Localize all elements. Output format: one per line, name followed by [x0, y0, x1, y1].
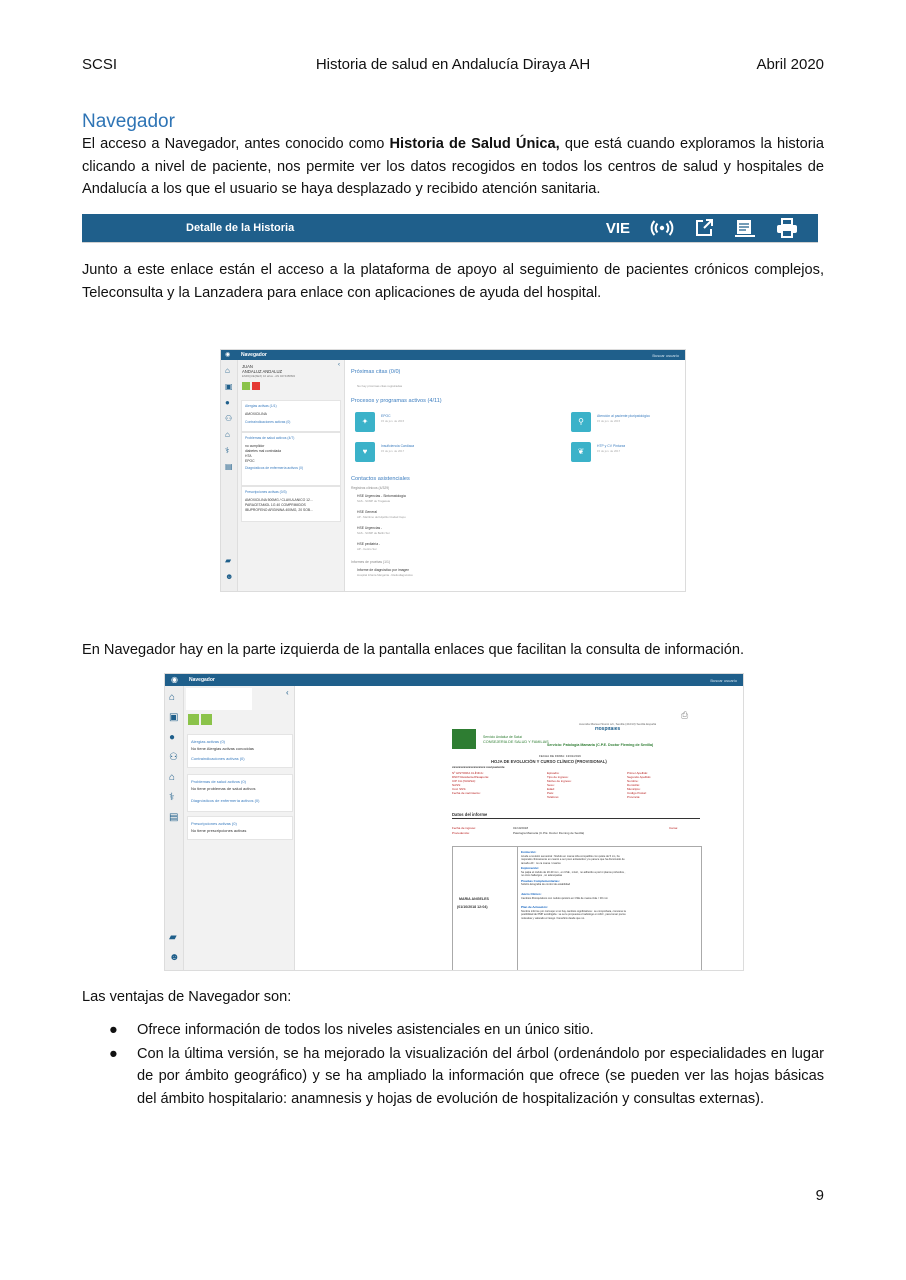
history-detail-toolbar — [82, 214, 818, 243]
reports-subtitle: Informes de pruebas (1/1) — [351, 560, 391, 564]
field-label: NASS: — [452, 783, 462, 787]
origin-value: Patología Mamaria (C.P.E. Doctor Fleming de Sevilla) — [513, 831, 585, 835]
health-problem-item: EPOC — [245, 459, 255, 463]
field-label: Municipio: — [627, 787, 641, 791]
field-label: Teléfono: — [547, 795, 560, 799]
print-icon[interactable] — [776, 218, 798, 238]
section-title: Navegador — [82, 111, 175, 132]
folder-icon[interactable]: ▰ — [225, 556, 232, 565]
prescription-item: PARACETAMOL 1G 40 COMPRIMIDOS — [245, 503, 306, 507]
field-label: País: — [547, 791, 554, 795]
process-name[interactable]: Insuficiencia Cardiaca — [381, 444, 415, 448]
field-label: CIP CA (NUHSA): — [452, 779, 476, 783]
page-number: 9 — [815, 1187, 824, 1204]
field-label: Segundo Apellido: — [627, 775, 652, 779]
field-label: Primer Apellido: — [627, 771, 649, 775]
contact-name[interactable]: HSE pediatría - — [357, 542, 381, 546]
contact-name[interactable]: HSE Urgencias - Sintomatología — [357, 494, 406, 498]
user-icon[interactable]: ● — [169, 732, 176, 743]
health-problems-title: Problemas de salud activos (0) — [191, 779, 246, 784]
advantage-text: Ofrece información de todos los niveles asistenciales en un único sitio. — [137, 1022, 594, 1038]
prescription-item: IBUPROFENO ARGININA 400MG, 20 SOB... — [245, 508, 314, 512]
field-label: Cód. SNS: — [452, 787, 467, 791]
home-icon[interactable]: ⌂ — [169, 692, 176, 703]
report-section-title: Datos del informe — [452, 812, 488, 817]
field-label: Tipo de ingreso: — [547, 775, 569, 779]
patient-name-last: ANDALUZ ANDALUZ — [242, 369, 283, 374]
app-top-bar — [221, 350, 685, 360]
patient-info: ENRIQUE(SEX) 16 años - AN 0274458601 — [242, 374, 296, 378]
nursing-diagnoses-title: Diagnósticos de enfermería activos (0) — [191, 798, 260, 803]
app-title: Navegador — [241, 352, 267, 358]
advantage-text: Con la última versión, se ha mejorado la visualización del árbol (ordenándolo por especialidades en lugar de por ámbito geográfico) y se ha ampliado la información que ofrece (se pueden ver las hojas básicas del ámbito hospitalario: anamnesis y hojas de evolución de hospitalización y consultas externas). — [137, 1045, 824, 1107]
stethoscope-icon[interactable]: ⚕ — [225, 446, 230, 455]
hospital-name: Hospitales — [595, 727, 621, 732]
allergies-text: No tiene Alergias activas conocidas — [191, 746, 254, 751]
table-divider — [517, 847, 518, 971]
contacts-subtitle: Registros clínicos (4/329) — [351, 486, 390, 490]
note-heading: Pruebas Complementarias: — [521, 879, 560, 883]
note-line: Se palpa el nódulo de 20-30 mm , en CSE , móvil , no adherido a piel ni planos profundos , — [521, 870, 626, 874]
app-top-bar — [165, 674, 743, 686]
note-line: Nombre informe por correspo si no hay cambios significativos : se comprobara, conviene la — [521, 909, 626, 913]
left-rail — [221, 360, 238, 591]
health-problem-item: diabetes mal controlada — [245, 449, 282, 453]
signature-date: FECHA DE FIRMA: 13/01/2019 — [539, 754, 581, 758]
evolution-table — [452, 846, 702, 971]
document-title: HOJA DE EVOLUCIÓN Y CURSO CLÍNICO (PROVISIONAL) — [491, 759, 607, 764]
intro-text-1: El acceso a Navegador, antes conocido como — [82, 136, 390, 152]
contraindications-title: Contraindicaciones activas (0) — [191, 756, 245, 761]
header-center: Historia de salud en Andalucía Diraya AH — [315, 56, 591, 73]
note-line: posibilidad de PMP ecodirigida : se se le propuesta el radiologo en Abril , para tomar pocos — [521, 913, 626, 917]
contact-name[interactable]: HSE General — [357, 510, 377, 514]
document-icon[interactable]: ▤ — [169, 812, 179, 823]
process-date: 15 de jun. de 2015 — [597, 419, 621, 423]
note-line: Acude a revisión semestral : Nódulo en mama izda compatible con quiste de 5 cm, ha — [521, 854, 620, 858]
heart-icon: ♥ — [355, 442, 375, 462]
main-content — [345, 360, 685, 591]
vie-button[interactable]: VIE — [605, 219, 630, 237]
allergies-card[interactable] — [241, 400, 341, 432]
service-name: Servicio: Patología Mamaria (C.P.E. Doctor Fleming de Sevilla) — [547, 743, 654, 747]
paragraph-left-links: En Navegador hay en la parte izquierda de la pantalla enlaces que facilitan la consulta de información. — [82, 642, 745, 658]
app-logo-icon: ◉ — [171, 675, 178, 684]
note-line: no otros hallazgos , no adenopatías — [521, 874, 563, 878]
process-date: 15 de jun. de 2015 — [381, 419, 405, 423]
document-icon[interactable]: ▤ — [225, 462, 233, 471]
health-problems-card[interactable] — [187, 774, 293, 812]
field-label: DNI/T.Residente/Pasaporte: — [452, 775, 490, 779]
note-line: Solicito Ecografía de control de estabilidad — [521, 883, 571, 887]
patient-name-box — [186, 688, 252, 710]
report-item[interactable]: Informe de diagnóstico por imagen — [357, 568, 410, 572]
prescriptions-card[interactable] — [241, 486, 341, 522]
field-label: Episodio: — [547, 771, 560, 775]
patient-name-first: JUAN — [242, 364, 253, 369]
patient-status-icon — [188, 714, 199, 725]
user-add-icon[interactable]: ☻ — [225, 572, 234, 581]
evolution-notes — [521, 851, 697, 920]
health-problem-item: HTA — [245, 454, 252, 458]
author-date: (01/10/2018 12:04) — [457, 905, 488, 909]
print-icon[interactable]: ⎙ — [681, 710, 689, 720]
process-name[interactable]: Atención al paciente pluripatológico — [597, 414, 651, 418]
external-link-icon[interactable] — [694, 218, 714, 238]
intro-text-2: que está cuando exploramos la historia clicando a nivel de paciente, nos permite ver los datos recogidos en todos los centros de salud y hospitales de Andalucía a los que el usuario se haya desplazado y recibido atención sanitaria. — [82, 136, 825, 197]
contact-detail: SAS - SCMP de Tragacete — [357, 499, 391, 503]
process-date: 15 de jun. de 2017 — [381, 449, 405, 453]
health-problem-item: no cumplidor — [245, 444, 265, 448]
house-icon[interactable]: ⌂ — [169, 772, 176, 783]
process-name[interactable]: EPOC — [381, 414, 391, 418]
note-heading: Exploración: — [521, 867, 540, 871]
contact-detail: SAS - SCMP de Bellín Sur — [357, 531, 390, 535]
health-problems-title: Problemas de salud activos (4/7) — [245, 436, 295, 440]
id-card-icon[interactable]: ▣ — [169, 712, 179, 723]
field-label: Fecha de nacimiento: — [452, 791, 481, 795]
prescriptions-title: Prescripciones activas (0/3) — [245, 490, 287, 494]
note-line: tamaño.AF : no ca mama / ovarios — [521, 861, 561, 865]
family-icon[interactable]: ⚇ — [169, 752, 178, 763]
intro-paragraph — [82, 133, 824, 201]
document-viewer — [295, 686, 743, 970]
list-item — [108, 1043, 824, 1111]
field-label: Nombre: — [627, 779, 639, 783]
nursing-diagnoses-title: Diagnósticos de enfermería activos (0) — [245, 466, 304, 470]
health-problems-card[interactable] — [241, 432, 341, 486]
user-add-icon[interactable]: ☻ — [169, 952, 180, 963]
allergies-title: Alergias activas (1/1) — [245, 404, 277, 408]
bullet-icon: ● — [109, 1022, 118, 1038]
junta-andalucia-logo — [452, 729, 476, 749]
field-label: Motivo de ingreso: — [547, 779, 572, 783]
stethoscope-icon[interactable]: ⚕ — [169, 792, 175, 803]
note-heading: Juicio Clínico: — [521, 892, 542, 896]
intro-bold: Historia de Salud Única, — [389, 136, 560, 152]
app-logo-icon: ◉ — [225, 352, 231, 358]
family-icon[interactable]: ⚇ — [225, 414, 233, 423]
leaf-icon: ❦ — [571, 442, 591, 462]
left-rail — [165, 686, 184, 970]
app-title: Navegador — [189, 677, 215, 683]
patient-fields-col2 — [547, 771, 572, 799]
home-icon[interactable]: ⌂ — [225, 366, 230, 375]
note-line: Cambios fibroquísticos con nodulo quístico en CSE de mama izda < 30 mm — [521, 896, 608, 900]
sas-line1: Servicio Andaluz de Salud — [483, 735, 523, 739]
alert-icon — [252, 382, 260, 390]
prescription-item: AMOXICILINA 500MG / CLAVULANICO 12... — [245, 498, 313, 502]
admission-label: Fecha de ingreso: — [452, 826, 477, 830]
broadcast-icon[interactable] — [650, 219, 674, 237]
field-label: Código Postal: — [627, 791, 647, 795]
id-card-icon[interactable]: ▣ — [225, 382, 233, 391]
house-icon[interactable]: ⌂ — [225, 430, 230, 439]
patient-sidebar — [184, 686, 295, 970]
contact-detail: AP - Marítimo del Hipólito Ciudad Cepo — [357, 515, 406, 519]
origin-label: Procedencia: — [452, 831, 470, 835]
sas-line2: CONSEJERÍA DE SALUD Y FAMILIAS — [483, 740, 549, 744]
note-line: molestias y valorado el riesgo / beneficio desde que no. — [521, 916, 585, 920]
user-icon[interactable]: ● — [225, 398, 230, 407]
patient-status-icon — [242, 382, 250, 390]
patient-label: xxxxxxxxxxxxxxxxxxxx real paciente — [452, 765, 505, 769]
note-line: mejorado clínicamente en cuanto a ser poco antiestético y le parece que ha disminuido de — [521, 858, 625, 862]
list-item — [108, 1019, 824, 1042]
document-icon[interactable] — [734, 218, 756, 238]
note-heading: Plan de Actuación: — [521, 906, 548, 910]
field-label: Sexo: — [547, 783, 555, 787]
prescriptions-text: No tiene prescripciones activas — [191, 828, 247, 833]
bed-label: Cama: — [669, 826, 678, 830]
patient-fields-col1 — [452, 771, 489, 795]
field-label: Domicilio: — [627, 783, 641, 787]
process-date: 15 de jun. de 2017 — [597, 449, 621, 453]
hospital-address: Avenida Manuel Siurot s/n, Sevilla (41013) Sevilla España — [579, 722, 657, 726]
prescriptions-title: Prescripciones activas (0) — [191, 821, 237, 826]
field-label: Edad: — [547, 787, 555, 791]
prescriptions-card[interactable] — [187, 816, 293, 840]
header-left: SCSI — [82, 56, 118, 73]
allergies-title: Alergias activas (0) — [191, 739, 226, 744]
field-label: Nº HISTORIA CLÍNICA: — [452, 771, 484, 775]
collapse-chevron-icon[interactable]: ‹ — [338, 362, 340, 368]
appointments-title[interactable]: Próximas citas (0/0) — [351, 369, 401, 375]
processes-title[interactable]: Procesos y programas activos (4/11) — [351, 398, 442, 404]
contact-detail: AP - Centro Sur — [357, 547, 377, 551]
health-problems-text: No tiene problemas de salud activos — [191, 786, 256, 791]
user-search-link[interactable]: Buscar usuario — [652, 353, 679, 358]
paragraph-platform-access: Junto a este enlace están el acceso a la plataforma de apoyo al seguimiento de pacientes crónicos complejos, Teleconsulta y la Lanzadera para enlace con aplicaciones de ayuda del hospital. — [82, 262, 824, 301]
author-name: MARIA ANGELES — [459, 897, 489, 901]
tree-icon: ⚲ — [571, 412, 591, 432]
navigator-screenshot-1 — [220, 349, 686, 592]
admission-value: 01/10/2018 — [513, 826, 529, 830]
contact-name[interactable]: HSE Urgencias - — [357, 526, 383, 530]
allergies-item: AMOXICILINA — [245, 412, 267, 416]
patient-sidebar — [238, 360, 345, 591]
allergies-card[interactable] — [187, 734, 293, 768]
field-label: Provincia: — [627, 795, 641, 799]
note-heading: Evolución: — [521, 851, 537, 854]
advantages-list — [108, 1019, 824, 1111]
header-right: Abril 2020 — [756, 56, 824, 73]
alert-icon — [201, 714, 212, 725]
contacts-title[interactable]: Contactos asistenciales — [351, 476, 410, 482]
advantages-intro: Las ventajas de Navegador son: — [82, 989, 292, 1005]
folder-icon[interactable]: ▰ — [169, 932, 177, 943]
navigator-screenshot-2 — [164, 673, 744, 971]
report-detail: Hospital Infanta Margarita - Radiodiagnóstico — [357, 573, 413, 577]
patient-fields-col3 — [627, 771, 651, 799]
divider — [452, 818, 700, 819]
toolbar-title: Detalle de la Historia — [186, 222, 295, 234]
process-name[interactable]: HTP y CV Pinturas — [597, 444, 626, 448]
user-search-link[interactable]: Buscar usuario — [710, 678, 737, 683]
lungs-icon: ✦ — [355, 412, 375, 432]
appointments-empty: No hay próximas citas registradas — [357, 384, 403, 388]
bullet-icon: ● — [109, 1045, 118, 1062]
contraindications-title: Contraindicaciones activas (0) — [245, 420, 291, 424]
collapse-chevron-icon[interactable]: ‹ — [286, 688, 289, 697]
